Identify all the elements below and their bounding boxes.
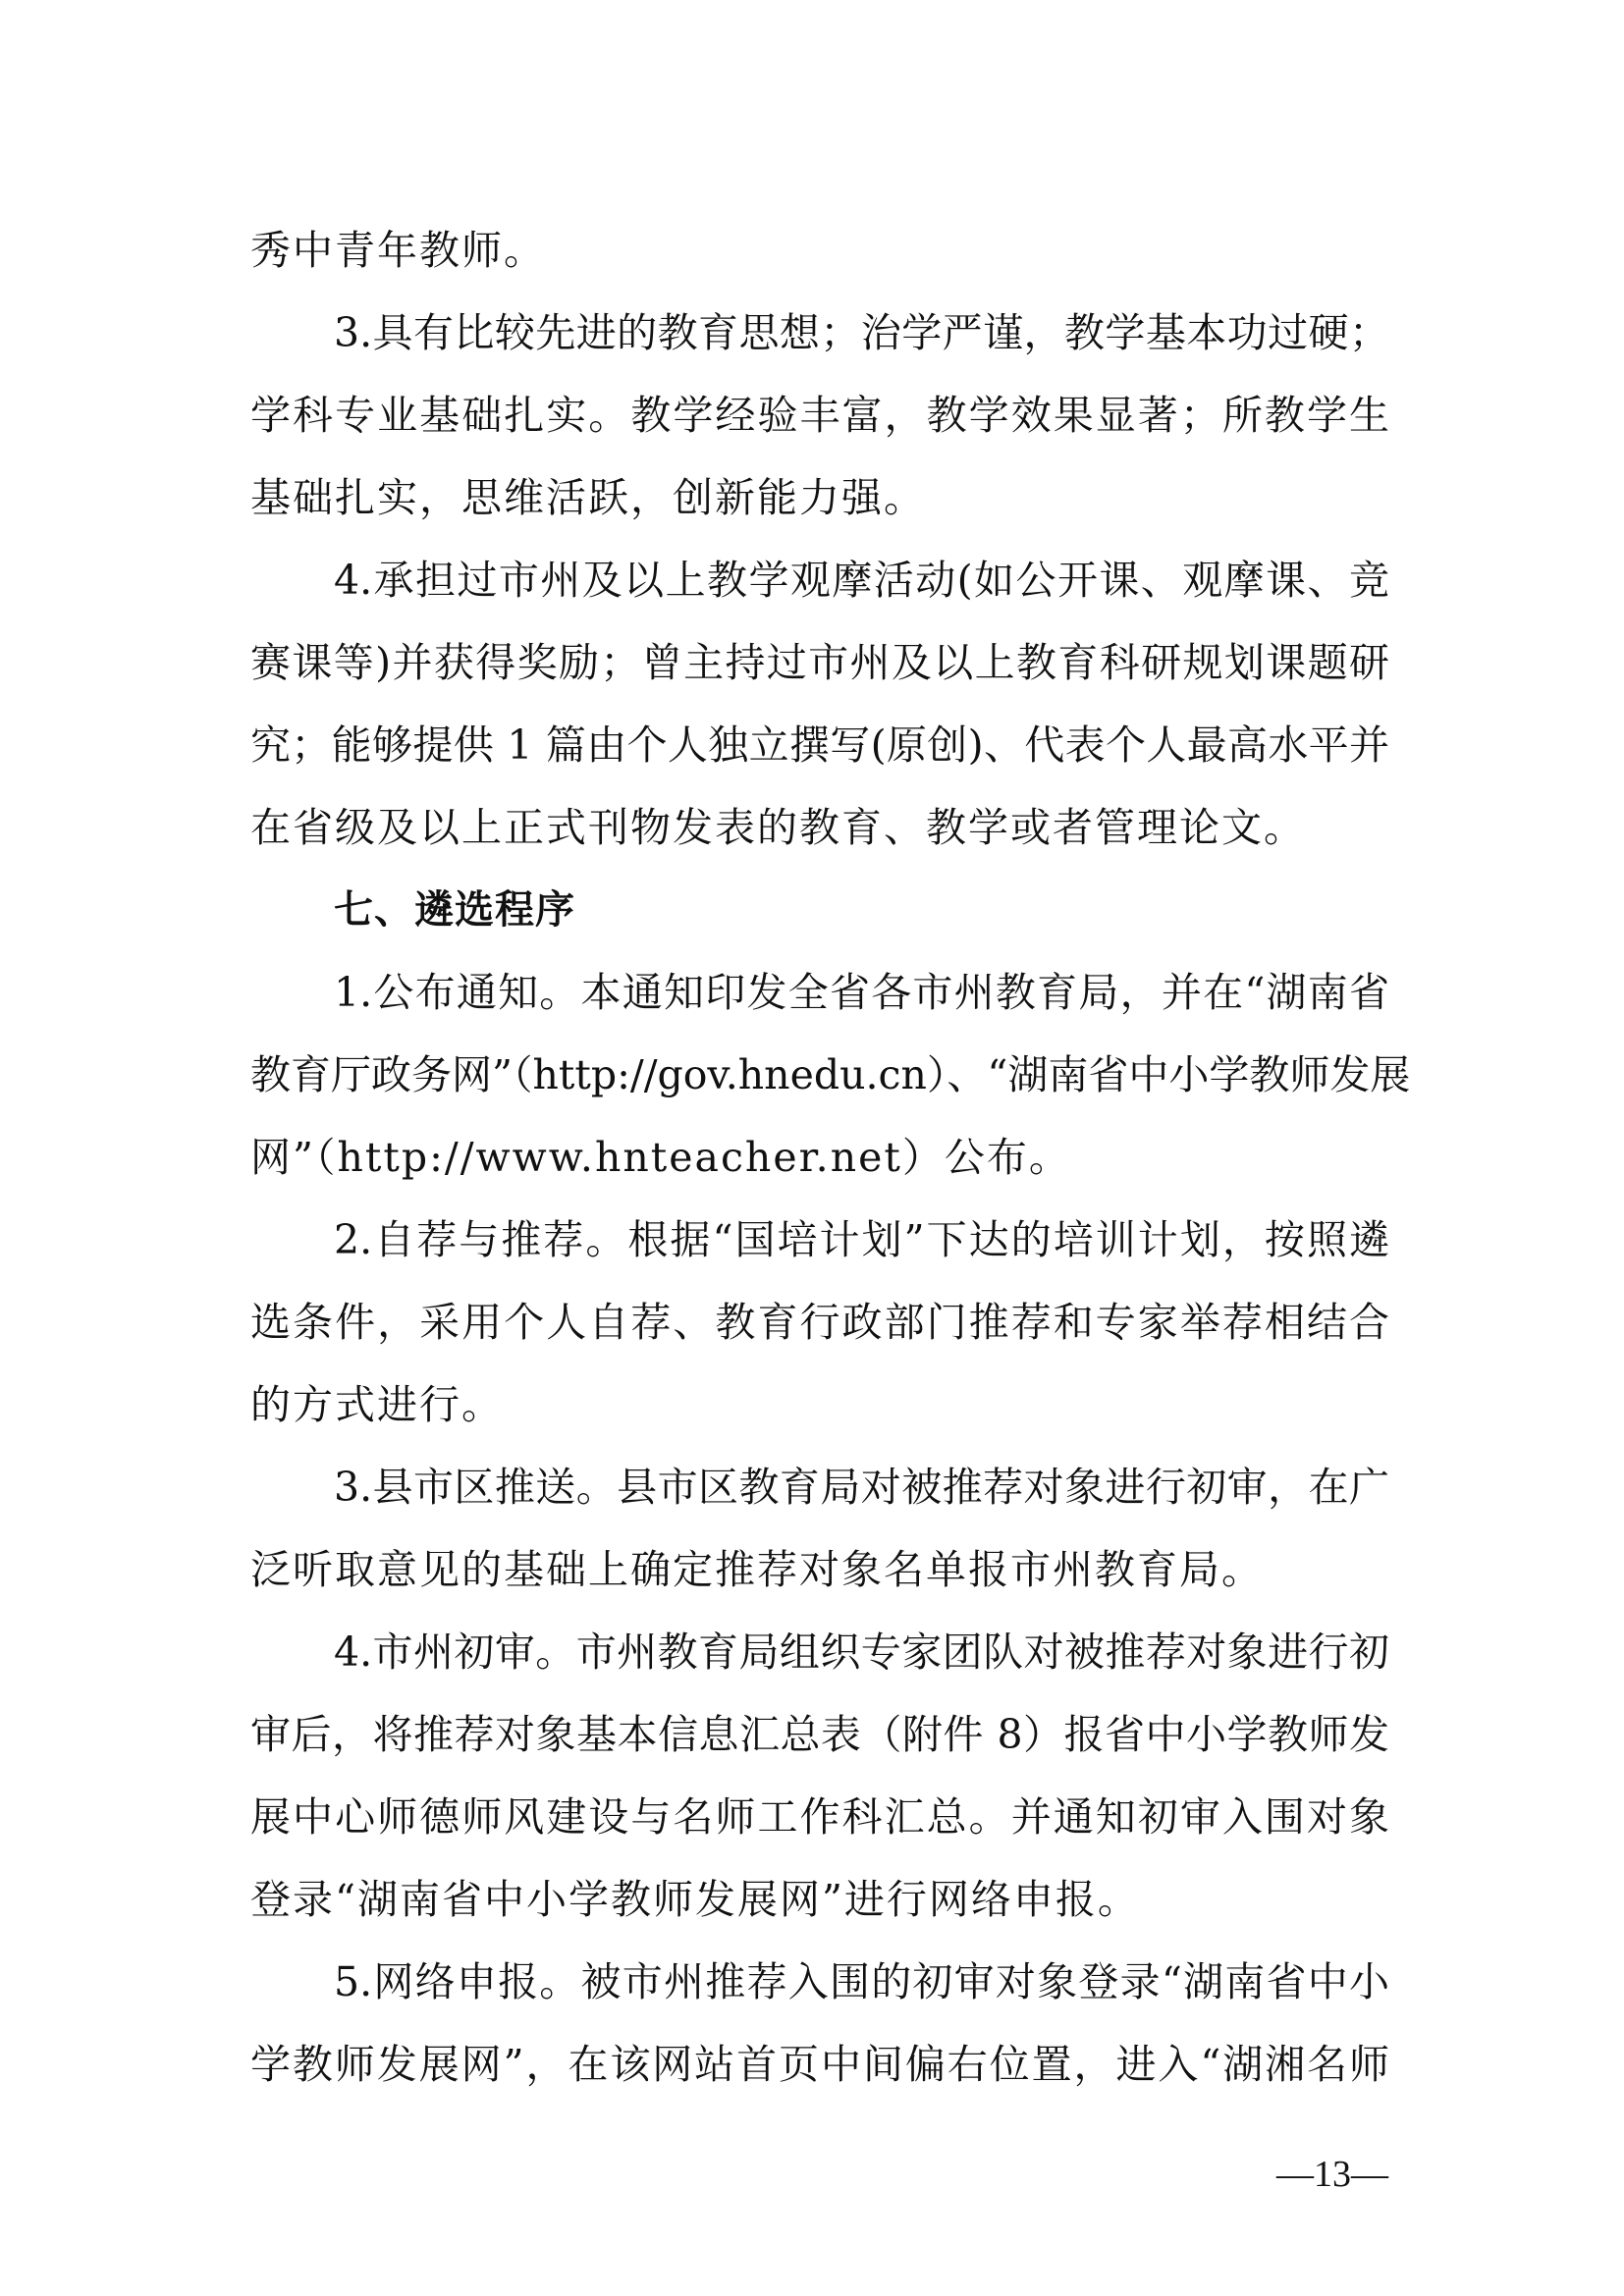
text-line: 4.市州初审。市州教育局组织专家团队对被推荐对象进行初 xyxy=(334,1629,1389,1676)
text-line: 登录“湖南省中小学教师发展网”进行网络申报。 xyxy=(250,1876,1140,1923)
text-line: 4.承担过市州及以上教学观摩活动(如公开课、观摩课、竞 xyxy=(334,557,1389,604)
text-line: 基础扎实，思维活跃，创新能力强。 xyxy=(250,474,926,521)
text-line: 在省级及以上正式刊物发表的教育、教学或者管理论文。 xyxy=(250,804,1306,851)
text-line: 审后，将推荐对象基本信息汇总表（附件 8）报省中小学教师发 xyxy=(250,1711,1389,1758)
text-line: 选条件，采用个人自荐、教育行政部门推荐和专家举荐相结合 xyxy=(250,1299,1389,1346)
text-line: 展中心师德师风建设与名师工作科汇总。并通知初审入围对象 xyxy=(250,1793,1389,1841)
text-line: 3.县市区推送。县市区教育局对被推荐对象进行初审，在广 xyxy=(334,1464,1389,1511)
text-line: 2.自荐与推荐。根据“国培计划”下达的培训计划，按照遴 xyxy=(334,1216,1389,1263)
text-line: 泛听取意见的基础上确定推荐对象名单报市州教育局。 xyxy=(250,1546,1264,1593)
text-line: 网”（http://www.hnteacher.net）公布。 xyxy=(250,1134,1071,1181)
section-heading: 七、遴选程序 xyxy=(334,887,575,933)
text-line: 学科专业基础扎实。教学经验丰富，教学效果显著；所教学生 xyxy=(250,392,1389,439)
text-line: 5.网络申报。被市州推荐入围的初审对象登录“湖南省中小 xyxy=(334,1958,1389,2005)
text-line: 究；能够提供 1 篇由个人独立撰写(原创)、代表个人最高水平并 xyxy=(250,721,1389,769)
text-line: 的方式进行。 xyxy=(250,1381,504,1428)
text-line: 赛课等)并获得奖励；曾主持过市州及以上教育科研规划课题研 xyxy=(250,639,1389,686)
text-line: 1.公布通知。本通知印发全省各市州教育局，并在“湖南省 xyxy=(334,969,1389,1016)
text-line: 3.具有比较先进的教育思想；治学严谨，教学基本功过硬； xyxy=(334,309,1389,356)
text-line: 教育厅政务网”（http://gov.hnedu.cn）、“湖南省中小学教师发展 xyxy=(250,1051,1411,1098)
page-number: —13— xyxy=(1276,2154,1388,2195)
text-line: 秀中青年教师。 xyxy=(250,227,546,274)
text-line: 学教师发展网”，在该网站首页中间偏右位置，进入“湖湘名师 xyxy=(250,2041,1389,2088)
